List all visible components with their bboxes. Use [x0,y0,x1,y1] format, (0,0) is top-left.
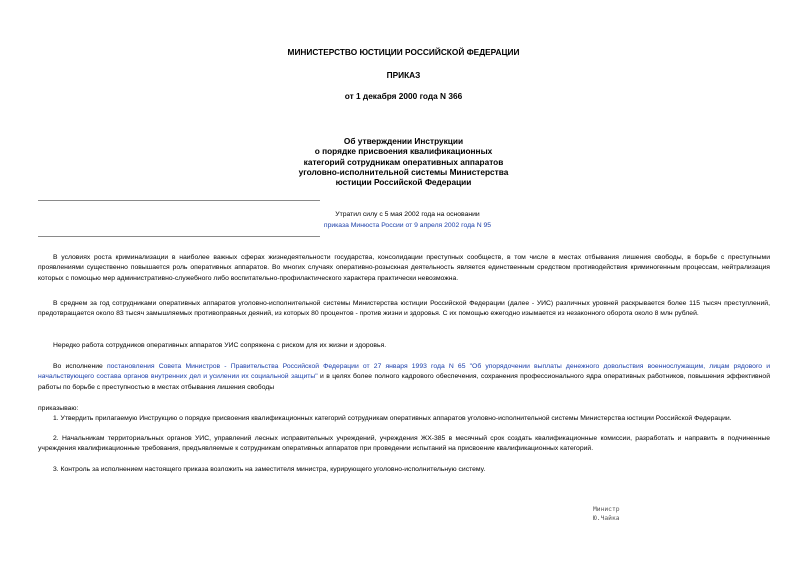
divider-top [38,200,320,201]
paragraph-3: Нередко работа сотрудников оперативных аппаратов УИС сопряжена с риском для их жизни и здоровья. [53,342,387,349]
repeal-order-link[interactable]: приказа Минюста России от 9 апреля 2002 года N 95 [323,222,492,229]
signature-block [593,505,620,523]
title-line: Об утверждении Инструкции [343,136,464,146]
title-line: о порядке присвоения квалификационных [314,146,493,157]
status-note-text: Утратил силу с 5 мая 2002 года на основании [335,211,480,218]
status-note [300,209,515,231]
paragraph-4-suffix: и в целях более полного кадрового обеспечения, сохранения профессионального ядра оперативных работников, повышения эффективной работы по борьбе с преступностью в местах отбывания лишения свободы [38,373,770,391]
order-item-3: 3. Контроль за исполнением настоящего приказа возложить на заместителя министра, курирующего уголовно-исполнительную систему. [53,466,486,473]
title-line: юстиции Российской Федерации [335,177,472,188]
date-number-heading: от 1 декабря 2000 года N 366 [344,91,463,101]
paragraph-4-prefix: Во исполнение [53,363,107,370]
paragraph-2: В среднем за год сотрудниками оперативных аппаратов уголовно-исполнительной системы Министерства юстиции Российской Федерации (далее - УИС) различных уровней раскрывается более 115 тысяч преступлений, предотвращается около 83 тысяч замышляемых противоправных деяний, из которых 80 процентов - против жизни и здоровья. С их помощью ежегодно изымается из незаконного оборота около 8 млн рублей. [38,300,770,318]
document-title [0,136,807,187]
paragraph-1: В условиях роста криминализации в наиболее важных сферах жизнедеятельности государства, консолидации преступных сообществ, в том числе в местах отбывания лишения свободы, в борьбе с преступными проявлениями существенно повышается роль оперативных аппаратов. Во многих случаях оперативно-розыскная деятельность является единственным средством противодействия криминогенным процессам, нейтрализация которых с помощью мер административно-служебного либо воспитательно-профилактического характера практически невозможна. [38,254,770,282]
signature-position: Министр [593,506,620,513]
divider-bottom [38,236,320,237]
title-line: уголовно-исполнительной системы Министерства [298,166,509,177]
doc-type-heading: ПРИКАЗ [386,70,421,80]
order-item-2: 2. Начальникам территориальных органов УИС, управлений лесных исправительных учреждений, учреждения ЖХ-385 в месячный срок создать квалификационные комиссии, разработать и направить в подчиненные учреждения квалификационные требования, предъявляемые к сотрудникам оперативных аппаратов при проведении испытаний на присвоение квалификационных категорий. [38,435,770,453]
order-item-1: 1. Утвердить прилагаемую Инструкцию о порядке присвоения квалификационных категорий сотрудникам оперативных аппаратов уголовно-исполнительной системы Министерства юстиции Российской Федерации. [53,415,732,422]
title-line: категорий сотрудникам оперативных аппаратов [303,156,504,167]
ministry-heading: МИНИСТЕРСТВО ЮСТИЦИИ РОССИЙСКОЙ ФЕДЕРАЦИИ [287,47,520,57]
order-word: приказываю: [38,405,79,412]
government-decree-link[interactable]: постановления Совета Министров - Правительства Российской Федерации от 27 января 1993 года N 65 "Об упорядочении выплаты денежного довольствия военнослужащим, лицам рядового и начальствующего состава органов внутренних дел и усилении их социальной защиты" [38,363,770,381]
signature-name: Ю.Чайка [593,515,620,522]
paragraph-4 [38,362,770,393]
